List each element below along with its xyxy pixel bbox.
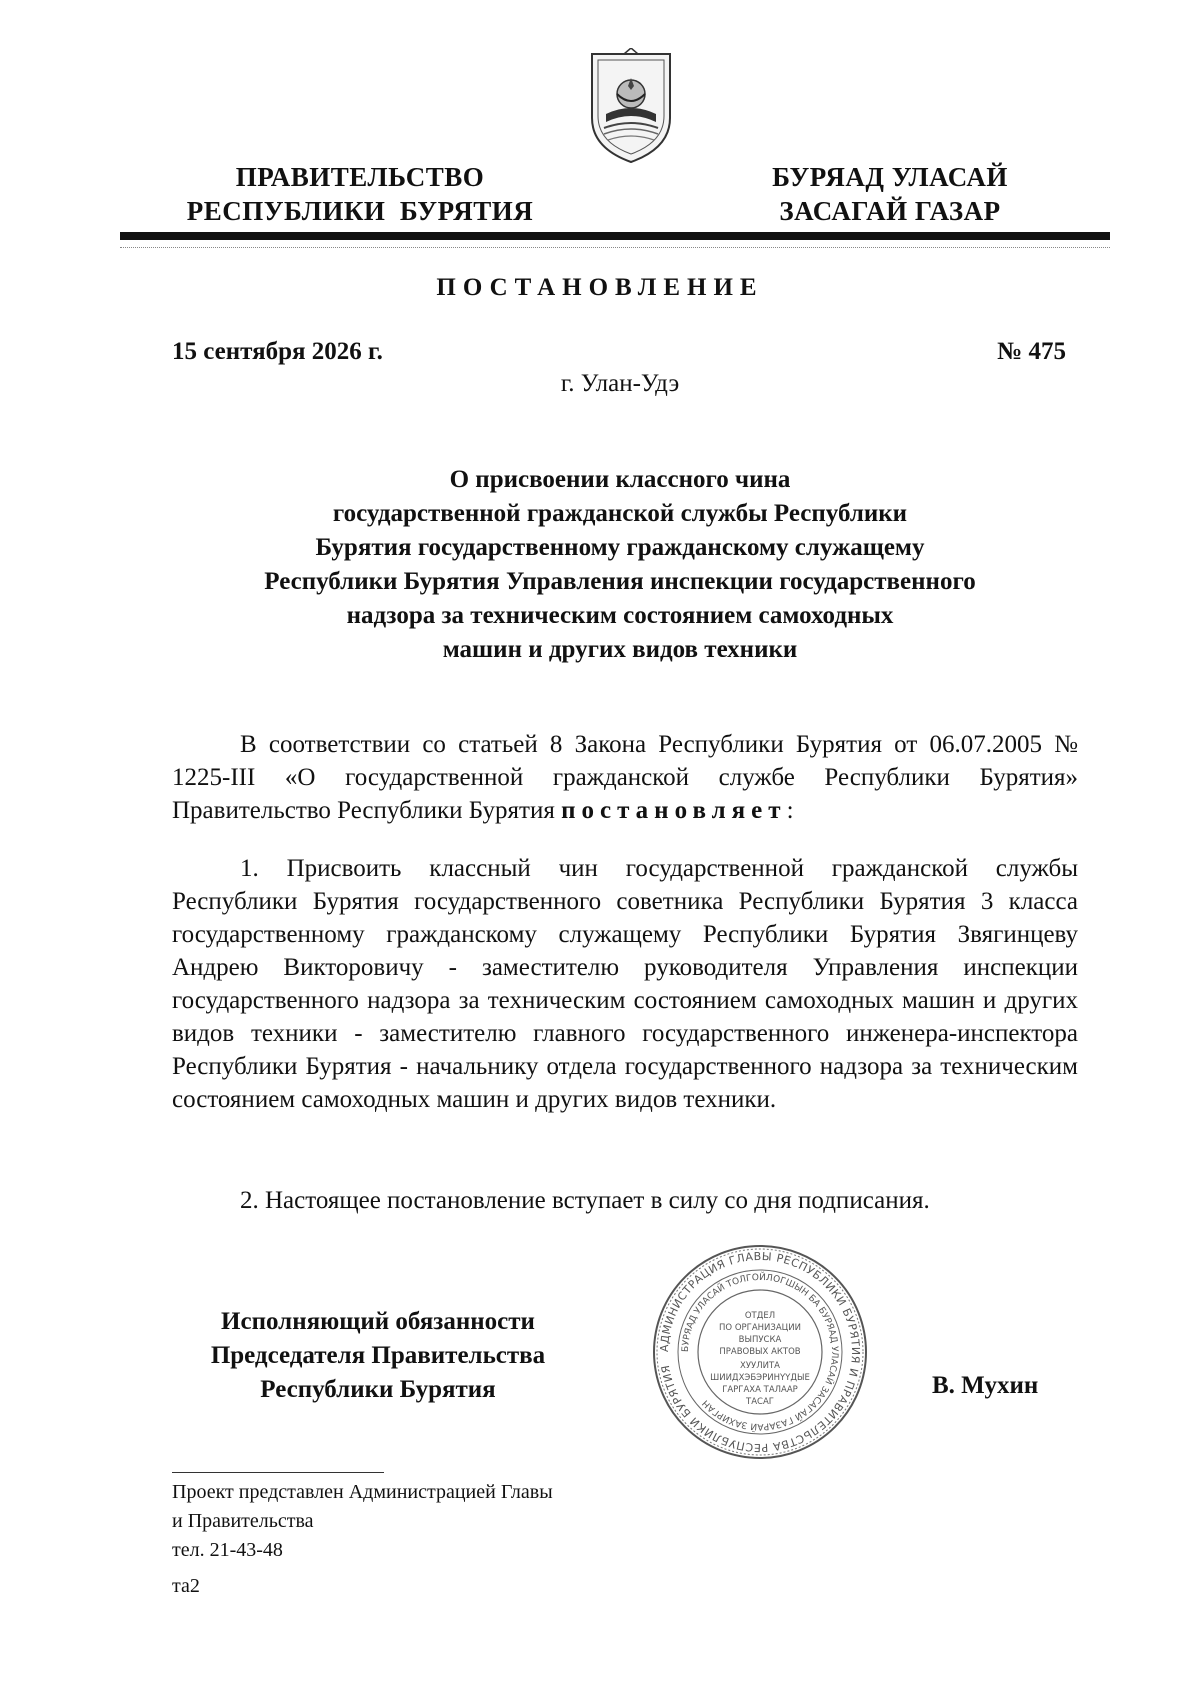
footnote-line2: и Правительства xyxy=(172,1510,314,1532)
stamp-center-line: ШИИДХЭБЭРИНҮҮДЫЕ xyxy=(710,1373,810,1383)
item-2-paragraph: 2. Настоящее постановление вступает в силу со дня подписания. xyxy=(240,1187,930,1214)
title-line: машин и других видов техники xyxy=(442,636,798,663)
document-type: ПОСТАНОВЛЕНИЕ xyxy=(436,274,764,301)
decree-word: постановляет xyxy=(561,797,787,824)
item-1-paragraph: 1. Присвоить классный чин государственной гражданской службы Республики Бурятия государственного советника Республики Бурятия 3 класса государственному гражданскому служащему Республики Бурятия Звягинцеву Андрею Викторовичу - заместителю руководителя Управления инспекции государственного надзора за техническим состоянием самоходных машин и других видов техники - заместителю главного государственного инженера-инспектора Республики Бурятия - начальнику отдела государственного надзора за техническим состоянием самоходных машин и других видов техники. xyxy=(172,855,1078,1113)
header-right-buryat xyxy=(740,160,1040,228)
footnote-line1: Проект представлен Администрацией Главы xyxy=(172,1481,553,1503)
signatory-position-line3: Республики Бурятия xyxy=(260,1376,496,1403)
signatory-position xyxy=(178,1305,578,1407)
title-line: надзора за техническим состоянием самоходных xyxy=(346,602,894,629)
header-right-line1: БУРЯАД УЛАСАЙ xyxy=(772,162,1008,192)
footnote-phone: тел. 21-43-48 xyxy=(172,1539,283,1561)
stamp-center-line: ОТДЕЛ xyxy=(744,1311,776,1321)
header-left-russian xyxy=(170,160,550,228)
title-line: государственной гражданской службы Республики xyxy=(332,500,908,527)
document-date: 15 сентября 2026 г. xyxy=(172,338,383,365)
stamp-center-line: ПО ОРГАНИЗАЦИИ xyxy=(719,1323,801,1333)
title-line: Республики Бурятия Управления инспекции государственного xyxy=(264,568,976,595)
title-line: О присвоении классного чина xyxy=(449,466,791,493)
signatory-position-line2: Председателя Правительства xyxy=(210,1342,546,1369)
coat-of-arms-emblem xyxy=(586,48,676,168)
signatory-name: В. Мухин xyxy=(932,1372,1039,1399)
official-seal-stamp xyxy=(650,1242,870,1462)
intro-end: : xyxy=(786,797,794,824)
header-right-line2: ЗАСАГАЙ ГАЗАР xyxy=(779,196,1001,226)
stamp-center-line: ХУУЛИТА xyxy=(740,1361,780,1371)
title-line: Бурятия государственному гражданскому служащему xyxy=(315,534,925,561)
stamp-center-line: ТАСАГ xyxy=(746,1397,774,1407)
stamp-center-line: ГАРГАХА ТАЛААР xyxy=(722,1385,798,1395)
footnote xyxy=(172,1478,553,1565)
document-title xyxy=(190,463,1050,667)
header-left-line2: РЕСПУБЛИКИ БУРЯТИЯ xyxy=(186,196,534,226)
footnote-divider xyxy=(172,1472,384,1473)
document-city: г. Улан-Удэ xyxy=(560,370,680,397)
stamp-outer-text: АДМИНИСТРАЦИЯ ГЛАВЫ РЕСПУБЛИКИ БУРЯТИЯ И ПРАВИТЕЛЬСТВА РЕСПУБЛИКИ БУРЯТИЯ xyxy=(657,1249,863,1455)
header-divider-dotted xyxy=(120,247,1110,248)
intro-text: В соответствии со статьей 8 Закона Республики Бурятия от 06.07.2005 № 1225-III «О государственной гражданской службе Республики Бурятия» Правительство Республики Бурятия xyxy=(172,731,1078,824)
header-divider-thick xyxy=(120,232,1110,240)
stamp-inner-text: БУРЯАД УЛАСАЙ ТОЛГОЙЛОГШЫН БА БУРЯАД УЛАСАЙ ЗАСАГАЙ ГАЗАРАЙ ЗАХИРГАН xyxy=(680,1272,840,1432)
document-number: № 475 xyxy=(997,338,1066,365)
stamp-center-line: ВЫПУСКА xyxy=(738,1335,782,1345)
signatory-position-line1: Исполняющий обязанности xyxy=(221,1308,535,1335)
header-left-line1: ПРАВИТЕЛЬСТВО xyxy=(235,162,485,192)
intro-paragraph xyxy=(172,728,1078,827)
stamp-center-line: ПРАВОВЫХ АКТОВ xyxy=(719,1347,801,1357)
document-code: та2 xyxy=(172,1575,200,1597)
